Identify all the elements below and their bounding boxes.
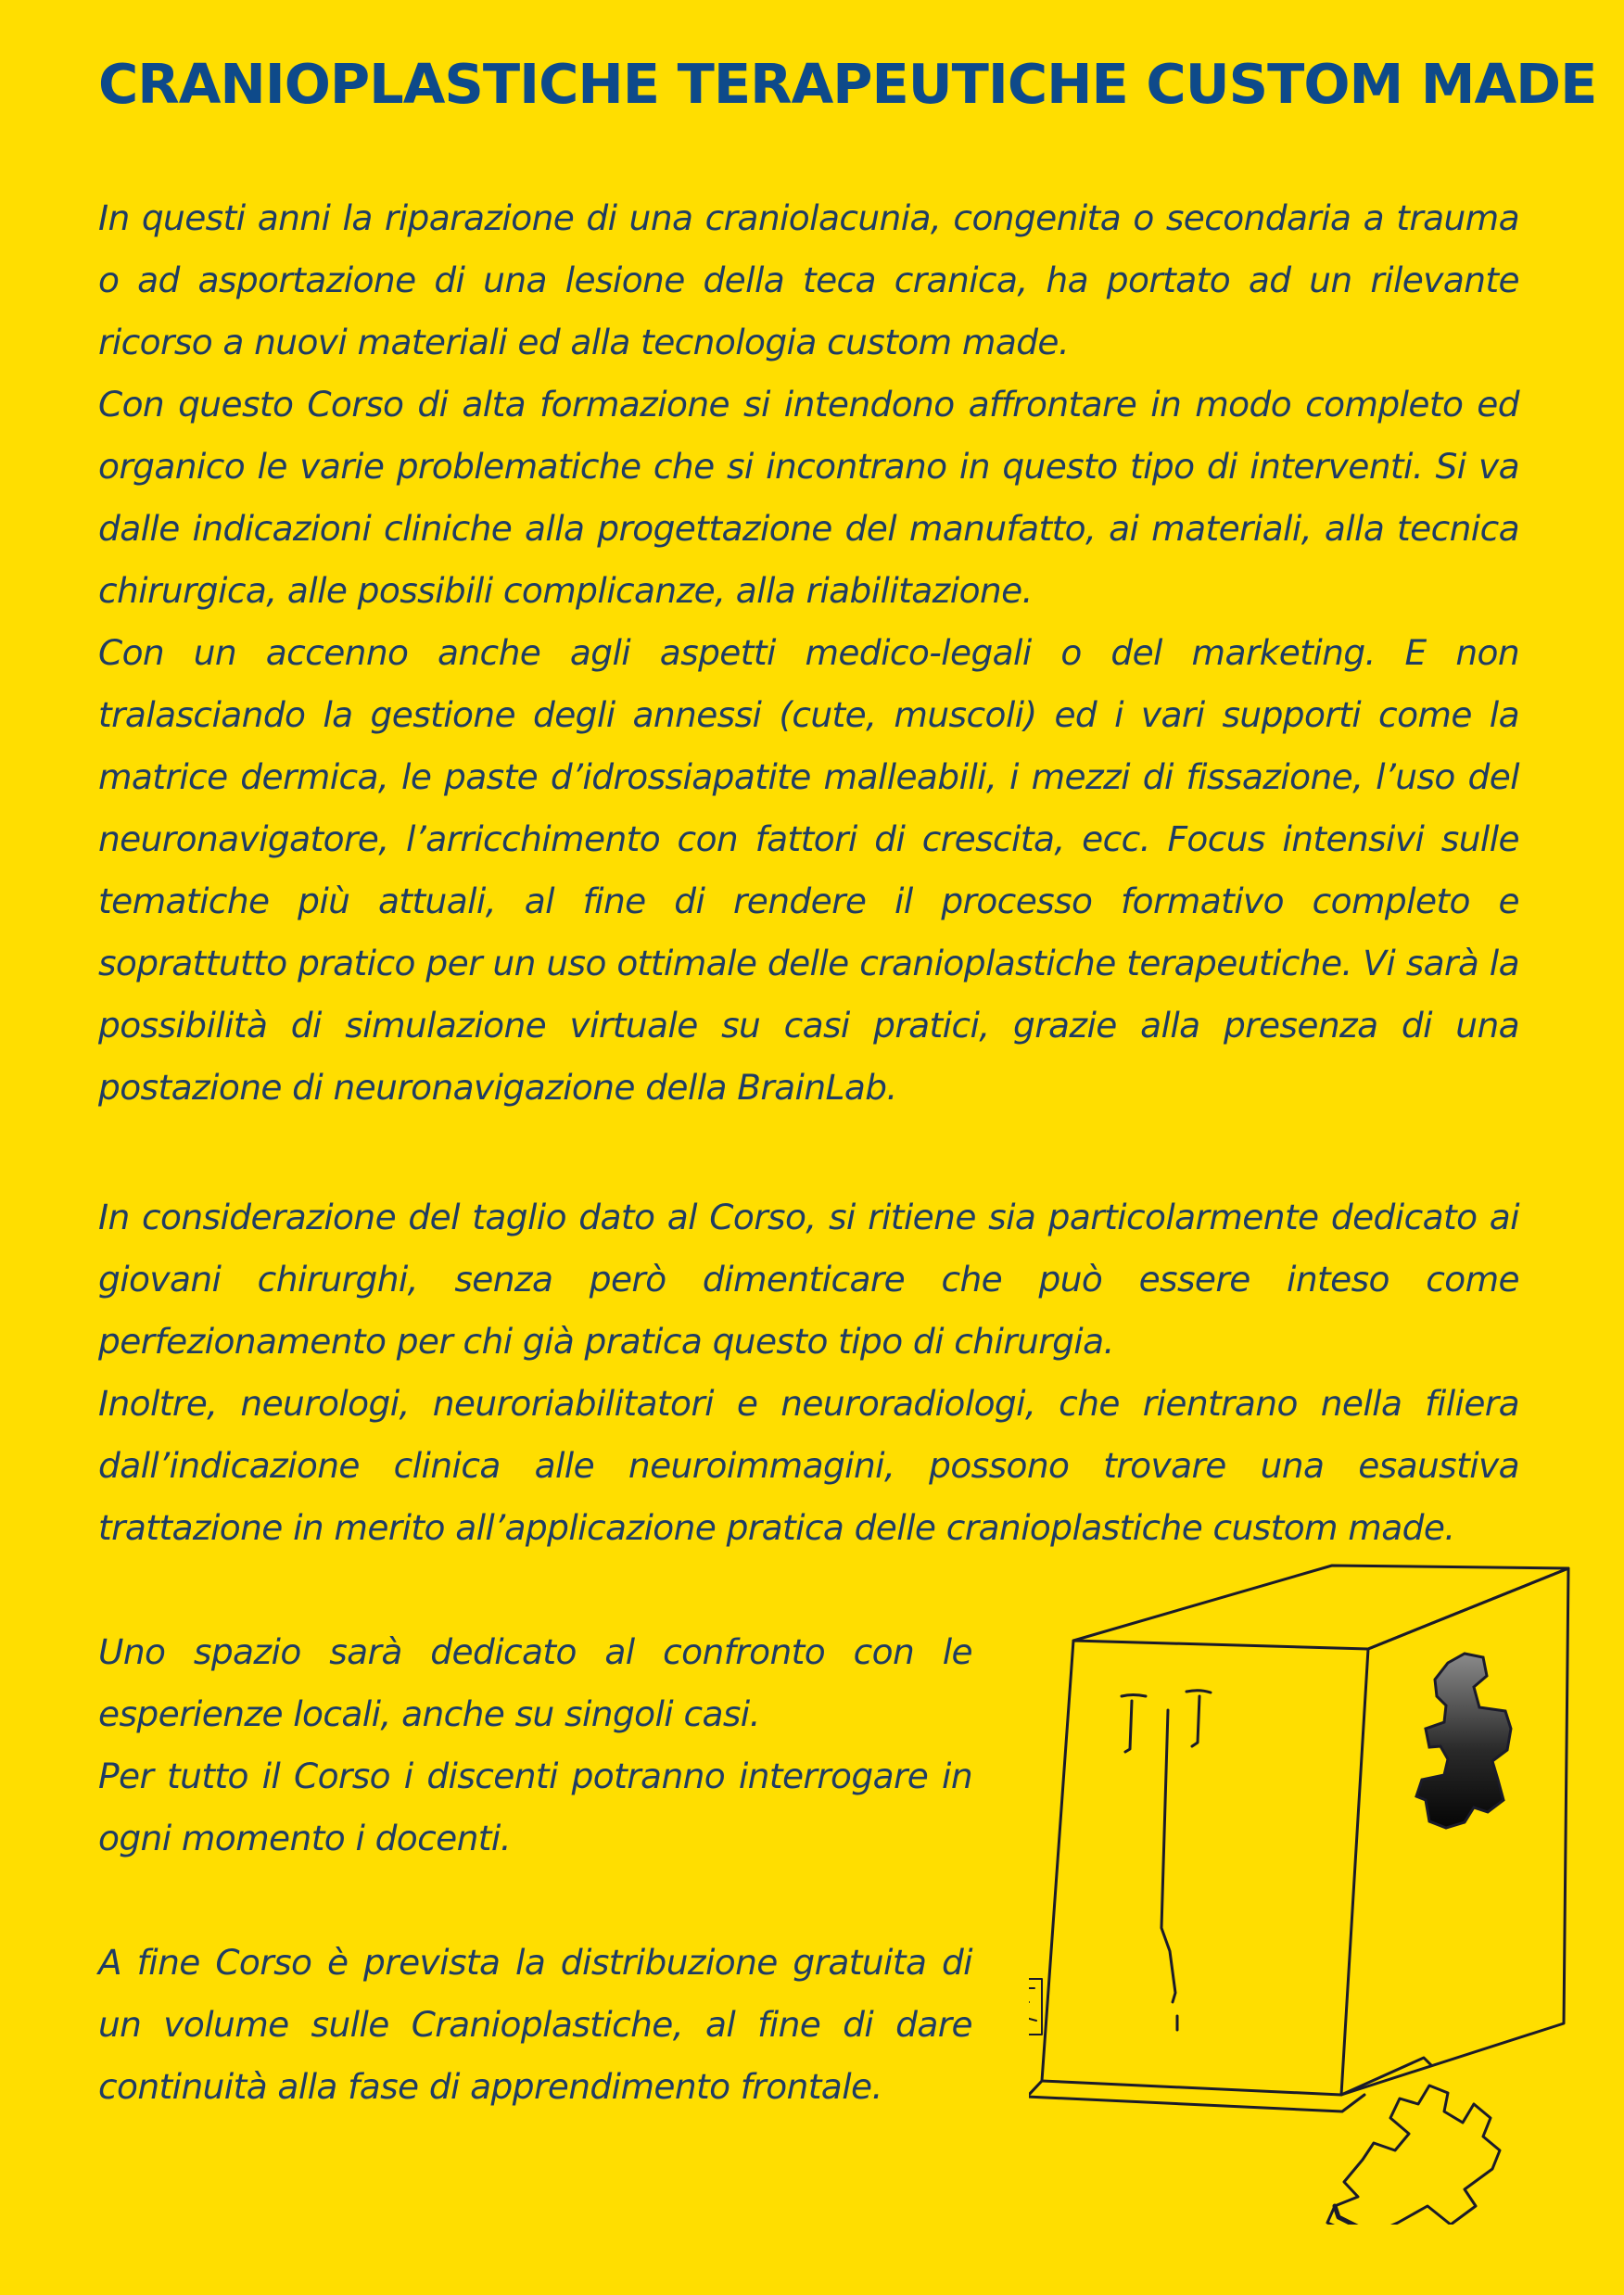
box-front-face [1042,1641,1368,2095]
face-right-brow [1186,1691,1211,1693]
audience-block [98,1186,1519,1559]
paragraph-6: Uno spazio sarà dedicato al confronto con le esperienze locali, anche su singoli casi. [98,1631,972,1734]
puzzle-piece-floor [1327,2086,1500,2225]
box-top-face [1073,1566,1568,1649]
face-right-eye [1192,1696,1199,1746]
paragraph-5: Inoltre, neurologi, neuroriabilitatori e neuroradiologi, che rientrano nella filiera dall’indicazione clinica alle neuroimmagini, possono trovare una esaustiva trattazione in merito all’applicazione pratica delle cranioplastiche custom made. [98,1383,1519,1548]
discussion-block [98,1621,972,1870]
face-left-eye [1125,1701,1132,1752]
paragraph-4: In considerazione del taglio dato al Corso, si ritiene sia particolarmente dedicato ai giovani chirurghi, senza però dimenticare che può essere inteso come perfezionamento per chi già pratica questo tipo di chirurgia. [98,1197,1519,1362]
paragraph-3: Con un accenno anche agli aspetti medico-legali o del marketing. E non tralasciando la gestione degli annessi (cute, muscoli) ed i vari supporti come la matrice dermica, le paste d’idrossiapatite malleabili, i mezzi di fissazione, l’uso del neuronavigatore, l’arricchimento con fattori di crescita, ecc. Focus intensivi sulle tematiche più attuali, al fine di rendere il processo formativo completo e soprattutto pratico per un uso ottimale delle cranioplastiche terapeutiche. Vi sarà la possibilità di simulazione virtuale su casi pratici, grazie alla presenza di una postazione di neuronavigazione della BrainLab. [98,632,1519,1108]
box-right-face [1341,1568,1568,2095]
paragraph-8: A fine Corso è prevista la distribuzione gratuita di un volume sulle Cranioplastiche, al fine di dare continuità alla fase di apprendimento frontale. [98,1942,972,2107]
paragraph-7: Per tutto il Corso i discenti potranno interrogare in ogni momento i docenti. [98,1756,972,1858]
paragraph-1: In questi anni la riparazione di una craniolacunia, congenita o secondaria a trauma o ad asportazione di una lesione della teca cranica, ha portato ad un rilevante ricorso a nuovi materiali ed alla tecnologia custom made. [98,197,1519,362]
face-left-brow [1122,1695,1146,1697]
page-title: CRANIOPLASTICHE TERAPEUTICHE CUSTOM MADE [98,52,1597,116]
puzzle-box-illustration [1029,1557,1585,2225]
face-nose [1161,1710,1175,2002]
intro-block [98,187,1519,1119]
paragraph-2: Con questo Corso di alta formazione si intendono affrontare in modo completo ed organico le varie problematiche che si incontrano in questo tipo di interventi. Si va dalle indicazioni cliniche alla progettazione del manufatto, ai materiali, alla tecnica chirurgica, alle possibili complicanze, alla riabilitazione. [98,384,1519,611]
closing-block [98,1932,972,2118]
puzzle-hole [1416,1654,1511,1828]
